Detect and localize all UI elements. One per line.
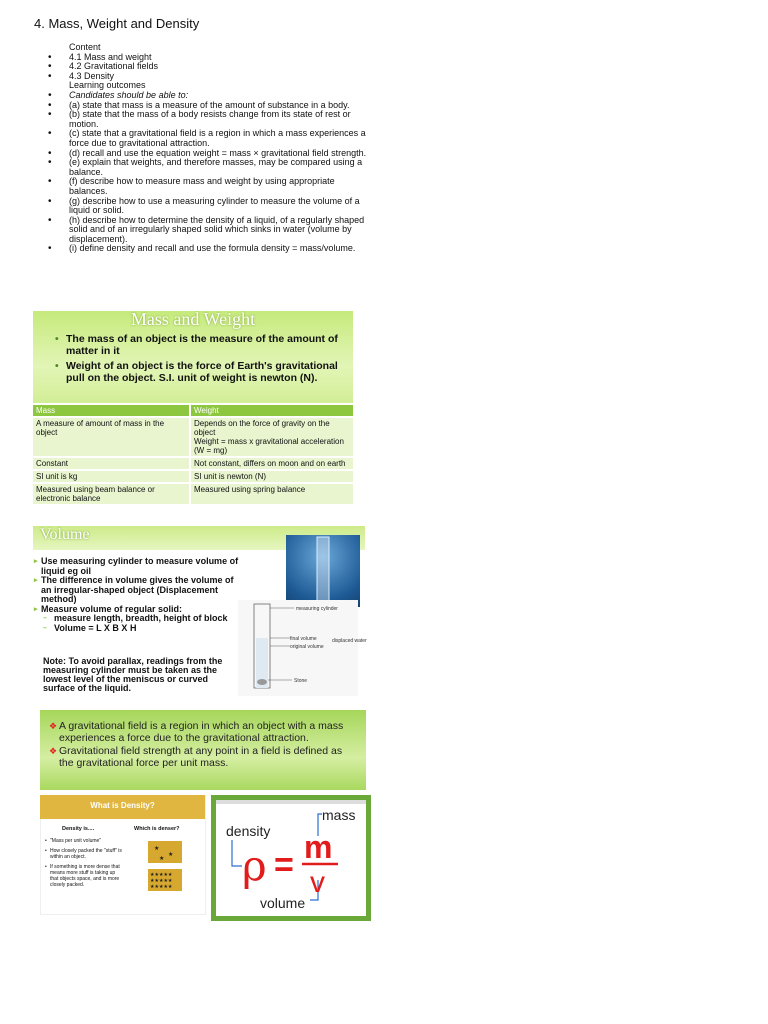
volume-item: – Volume = L X B X H [34, 624, 244, 634]
learning-outline [48, 43, 368, 254]
svg-text:★: ★ [159, 856, 165, 862]
density-point: • "Mass per unit volume" [44, 838, 124, 844]
outline-item: • 4.3 Density [48, 72, 368, 82]
table-header-mass: Mass [33, 405, 190, 417]
svg-text:★★★★★: ★★★★★ [150, 884, 173, 890]
parallax-note: Note: To avoid parallax, readings from the measuring cylinder must be taken as the lowest level of the meniscus or curved surface of the liquid. [43, 656, 223, 693]
density-column-heading: Density is.... [62, 826, 95, 832]
table-row [33, 417, 353, 457]
denser-column-heading: Which is denser? [134, 826, 180, 832]
displacement-diagram-svg [238, 600, 367, 696]
gravitational-point: ❖ A gravitational field is a region in which an object with a mass experiences a force due to the gravitational attraction. [49, 720, 359, 744]
density-points [44, 838, 124, 892]
volume-label: volume [260, 895, 306, 911]
density-point: • How closely packed the "stuff" is within an object. [44, 848, 124, 860]
sparse-stars-icon [148, 841, 182, 863]
volume-item: – measure length, breadth, height of block [34, 614, 244, 624]
density-point: • If something is more dense that means more stuff is taking up that objects space, and is more closely packed. [44, 864, 124, 888]
table-cell: SI unit is kg [33, 470, 190, 483]
table-row [33, 483, 353, 504]
label-displaced-water: displaced water [332, 638, 367, 644]
svg-text:★★★★★: ★★★★★ [150, 878, 173, 884]
dense-particles-box [148, 869, 182, 891]
label-stone: Stone [294, 678, 308, 684]
page-heading: 4. Mass, Weight and Density [34, 16, 200, 31]
label-measuring-cylinder: measuring cylinder [296, 606, 338, 612]
table-row [33, 470, 353, 483]
volume-item: ▸ Use measuring cylinder to measure volume of liquid eg oil [34, 557, 244, 576]
outline-item: • (a) state that mass is a measure of the amount of substance in a body. [48, 101, 368, 111]
outline-item: • (f) describe how to measure mass and weight by using appropriate balances. [48, 177, 368, 196]
gravitational-field-text [49, 720, 359, 770]
mass-weight-table [33, 405, 353, 504]
gravitational-point: ❖ Gravitational field strength at any point in a field is defined as the gravitational force per unit mass. [49, 745, 359, 769]
outline-item: • (e) explain that weights, and therefore masses, may be compared using a balance. [48, 158, 368, 177]
outline-item: • (b) state that the mass of a body resists change from its state of rest or motion. [48, 110, 368, 129]
table-cell: A measure of amount of mass in the object [33, 417, 190, 457]
dense-stars-icon [148, 869, 182, 891]
mass-weight-slide [33, 311, 353, 403]
outline-item: • (h) describe how to determine the density of a liquid, of a regularly shaped solid and of an irregularly shaped solid which sinks in water (volume by displacement). [48, 216, 368, 245]
label-final-volume: final volume [290, 636, 317, 642]
density-formula-card [216, 800, 366, 916]
outline-item: • Candidates should be able to: [48, 91, 368, 101]
density-label: density [226, 823, 271, 839]
table-header-weight: Weight [190, 405, 353, 417]
table-cell: SI unit is newton (N) [190, 470, 353, 483]
mass-label: mass [322, 807, 356, 823]
m-symbol: m [304, 829, 333, 865]
outline-list [48, 43, 368, 254]
density-formula-svg [216, 800, 366, 916]
outline-item: • 4.1 Mass and weight [48, 53, 368, 63]
table-cell: Measured using spring balance [190, 483, 353, 504]
mass-weight-bullet: • Weight of an object is the force of Earth's gravitational pull on the object. S.I. unit of weight is newton (N). [55, 360, 345, 384]
outline-item: • (i) define density and recall and use the formula density = mass/volume. [48, 244, 368, 254]
density-slide-title: What is Density? [90, 801, 155, 810]
displacement-diagram [238, 600, 367, 696]
rho-symbol: ρ [242, 841, 267, 890]
outline-item: • (c) state that a gravitational field is a region in which a mass experiences a force due to gravitational attraction. [48, 129, 368, 148]
equals-sign: = [274, 846, 294, 884]
outline-item: • (d) recall and use the equation weight = mass × gravitational field strength. [48, 149, 368, 159]
cylinder-icon [286, 535, 360, 607]
table-cell: Not constant, differs on moon and on earth [190, 457, 353, 470]
volume-item: ▸ Measure volume of regular solid: [34, 605, 244, 615]
label-original-volume: original volume [290, 644, 324, 650]
outline-item: • 4.2 Gravitational fields [48, 62, 368, 72]
table-cell: Depends on the force of gravity on the object Weight = mass x gravitational acceleration (W = mg) [190, 417, 353, 457]
volume-title: Volume [40, 526, 90, 543]
outline-item: Learning outcomes [69, 80, 146, 91]
svg-text:★: ★ [154, 846, 160, 852]
sparse-particles-box [148, 841, 182, 863]
volume-item: ▸ The difference in volume gives the volume of an irregular-shaped object (Displacement method) [34, 576, 244, 605]
table-cell: Constant [33, 457, 190, 470]
mass-weight-bullet: • The mass of an object is the measure of the amount of matter in it [55, 333, 345, 357]
measuring-cylinder-photo [286, 535, 360, 607]
volume-list [34, 557, 244, 633]
outline-item: Content [69, 42, 101, 52]
table-row [33, 457, 353, 470]
mass-weight-bullets [55, 333, 345, 387]
mass-weight-title: Mass and Weight [130, 309, 256, 329]
outline-item: • (g) describe how to use a measuring cylinder to measure the volume of a liquid or solid. [48, 197, 368, 216]
svg-text:★★★★★: ★★★★★ [150, 872, 173, 878]
svg-text:★: ★ [168, 852, 174, 858]
v-symbol: v [310, 866, 325, 899]
table-cell: Measured using beam balance or electronic balance [33, 483, 190, 504]
